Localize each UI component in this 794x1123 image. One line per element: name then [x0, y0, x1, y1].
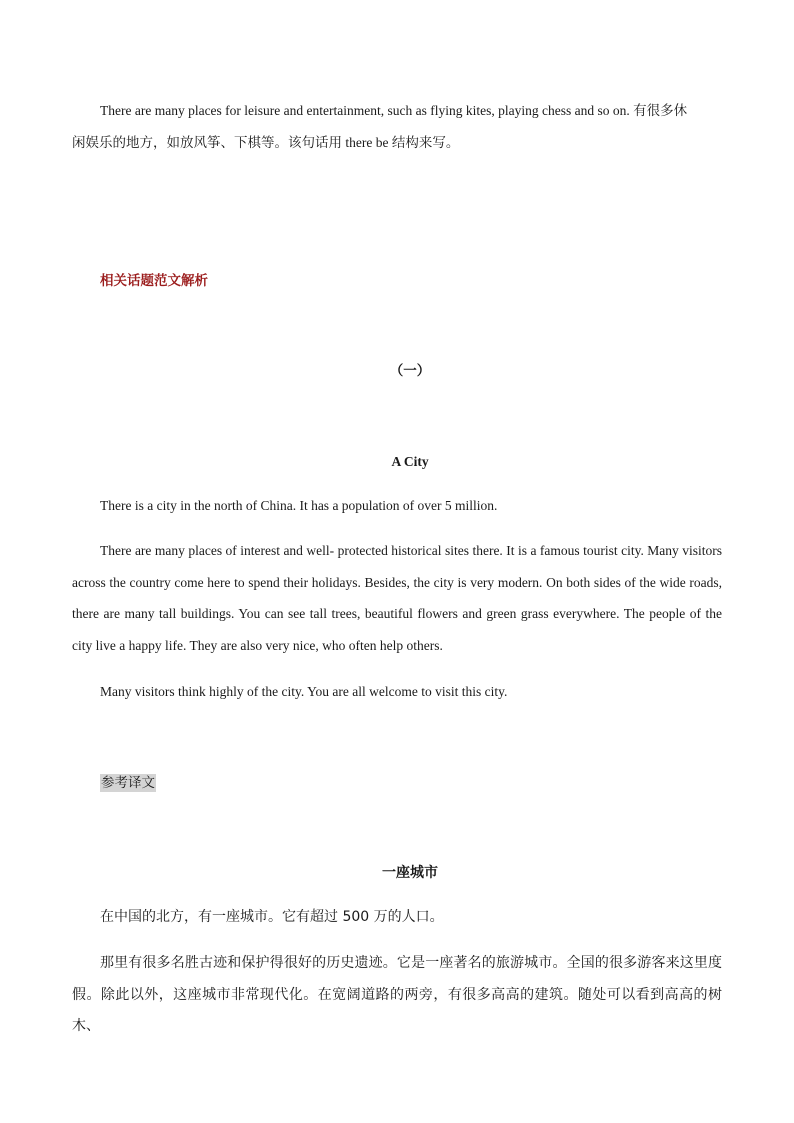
essay-paragraph-3: Many visitors think highly of the city. You are all welcome to visit this city.: [100, 684, 508, 699]
intro-line-2: 闲娱乐的地方，如放风筝、下棋等。该句话用 there be 结构来写。: [72, 135, 460, 150]
translation-label: 参考译文: [101, 775, 155, 790]
intro-line-1: There are many places for leisure and entertainment, such as flying kites, playing chess and so on. 有很多休: [100, 103, 688, 118]
essay-title: A City: [391, 454, 429, 469]
translation-paragraph-1: 在中国的北方，有一座城市。它有超过 500 万的人口。: [100, 909, 444, 925]
part-number: （一）: [389, 363, 431, 378]
essay-paragraph-1: There is a city in the north of China. It has a population of over 5 million.: [100, 498, 498, 513]
translation-title: 一座城市: [382, 865, 438, 881]
essay-paragraph-2: There are many places of interest and well- protected historical sites there. It is a famous tourist city. Many visitors across the country come here to spend their holidays. Besides, the city is very modern. On both sides of the wide roads, there are many tall buildings. You can see tall trees, beautiful flowers and green grass everywhere. The people of the city live a happy life. They are also very nice, who often help others.: [72, 543, 722, 653]
translation-paragraph-2: 那里有很多名胜古迹和保护得很好的历史遗迹。它是一座著名的旅游城市。全国的很多游客来这里度假。除此以外，这座城市非常现代化。在宽阔道路的两旁，有很多高高的建筑。随处可以看到高高的树木、: [72, 955, 722, 1034]
section-heading: 相关话题范文解析: [100, 273, 208, 288]
